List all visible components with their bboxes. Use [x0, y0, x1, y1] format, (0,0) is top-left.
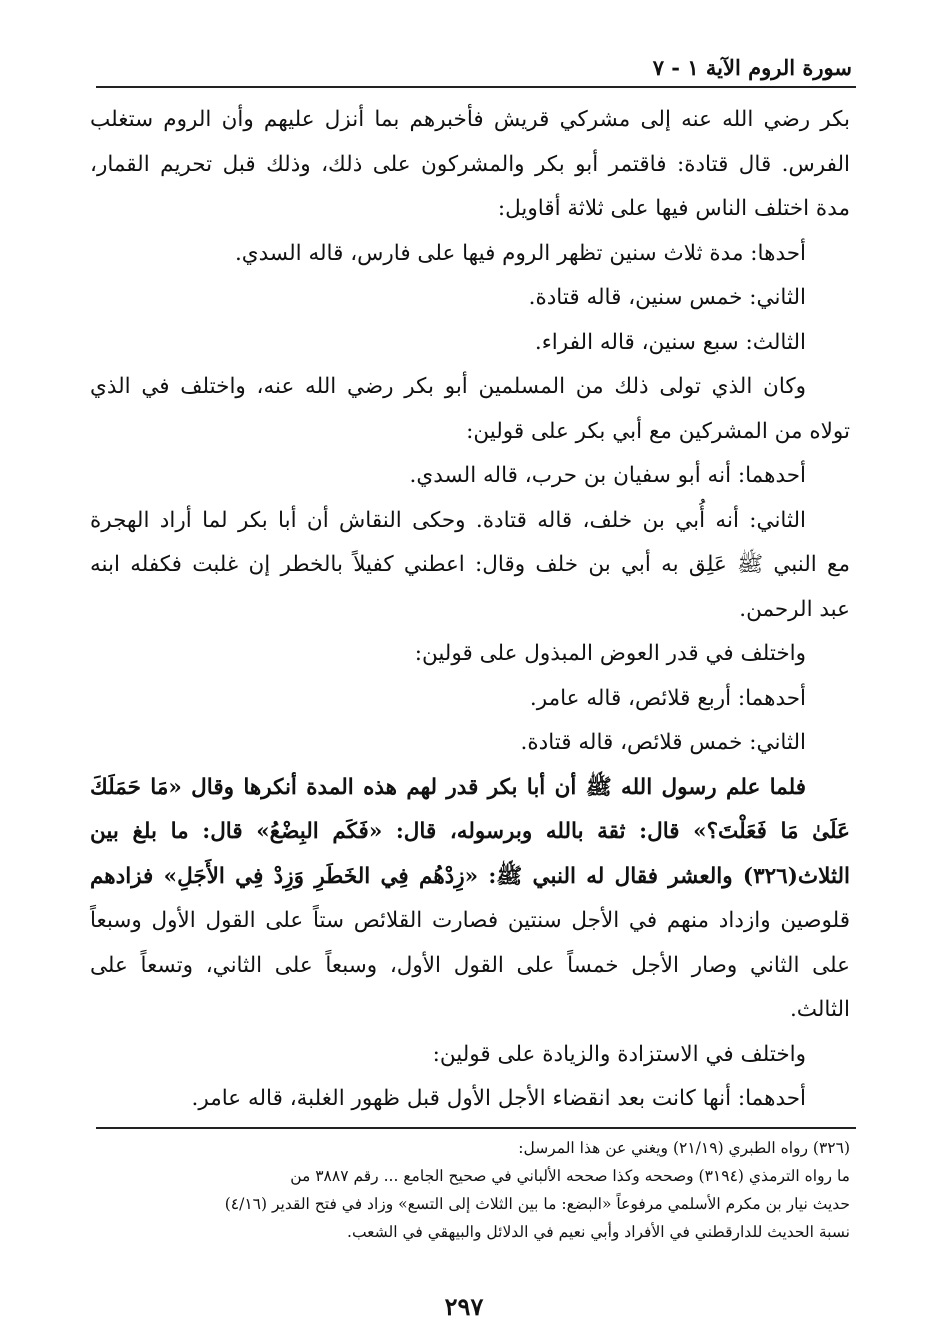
text-line: الثاني: خمس قلائص، قاله قتادة. — [520, 730, 806, 755]
text-line: أحدهما: أربع قلائص، قاله عامر. — [529, 685, 806, 711]
text-line: قلوصين وازداد منهم في الأجل سنتين فصارت القلائص ستاً على القول الأول وسبعاً — [90, 908, 850, 933]
text-line: عَلَىٰ مَا فَعَلْتَ؟» قال: ثقة بالله وبرسوله، قال: «فَكَم البِضْعُ» قال: ما بلغ بين — [90, 819, 850, 844]
text-line: وكان الذي تولى ذلك من المسلمين أبو بكر رضي الله عنه، واختلف في الذي — [90, 374, 806, 399]
text-line: مع النبي ﷺ عَلِق به أبي بن خلف وقال: اعطني كفيلاً بالخطر إن غلبت فكفله ابنه — [90, 552, 850, 577]
text-line: أحدهما: أنها كانت بعد انقضاء الأجل الأول قبل ظهور الغلبة، قاله عامر. — [191, 1086, 806, 1111]
footnotes — [90, 1134, 850, 1246]
text-line: الثالث: سبع سنين، قاله الفراء. — [534, 329, 806, 355]
footnote-divider — [96, 1127, 856, 1129]
text-line: فلما علم رسول الله ﷺ أن أبا بكر قدر لهم هذه المدة أنكرها وقال «مَا حَمَلَكَ — [90, 774, 806, 800]
footnote-line: نسبة الحديث للدارقطني في الأفراد وأبي نعيم في الدلائل والبيهقي في الشعب. — [347, 1223, 850, 1241]
footnote-line: (٣٢٦) رواه الطبري (٢١/١٩) ويغني عن هذا المرسل: — [518, 1139, 850, 1157]
text-line: الثاني: أنه أُبي بن خلف، قاله قتادة. وحكى النقاش أن أبا بكر لما أراد الهجرة — [90, 507, 806, 533]
footnote-line: ما رواه الترمذي (٣١٩٤) وصححه وكذا صححه الألباني في صحيح الجامع ... رقم ٣٨٨٧ من — [290, 1167, 850, 1185]
text-line: الثلاث(٣٢٦) والعشر فقال له النبي ﷺ: «زِدْهُم فِي الخَطَرِ وَزِدْ فِي الأَجَلِ» فزادهم — [90, 863, 850, 889]
running-header: سورة الروم الآية ١ - ٧ — [652, 55, 852, 80]
footnote-line: حديث نيار بن مكرم الأسلمي مرفوعاً «البضع: ما بين الثلاث إلى التسع» وزاد في فتح القدير (٤/١٦) — [224, 1195, 850, 1213]
text-line: أحدها: مدة ثلاث سنين تظهر الروم فيها على فارس، قاله السدي. — [234, 240, 806, 266]
header-divider — [96, 86, 856, 88]
text-line: الثاني: خمس سنين، قاله قتادة. — [528, 285, 806, 310]
text-line: واختلف في قدر العوض المبذول على قولين: — [414, 641, 806, 666]
text-line: تولاه من المشركين مع أبي بكر على قولين: — [466, 418, 850, 444]
text-line: مدة اختلف الناس فيها على ثلاثة أقاويل: — [497, 196, 850, 221]
text-line: بكر رضي الله عنه إلى مشركي قريش فأخبرهم بما أنزل عليهم وأن الروم ستغلب — [90, 107, 850, 132]
text-line: على الثاني وصار الأجل خمساً على القول الأول، وسبعاً على الثاني، وتسعاً على — [90, 952, 850, 978]
text-line: عبد الرحمن. — [739, 596, 850, 622]
text-line: الثالث. — [789, 997, 850, 1022]
main-text — [90, 98, 850, 1122]
text-line: أحدهما: أنه أبو سفيان بن حرب، قاله السدي. — [409, 463, 806, 488]
text-line: واختلف في الاستزادة والزيادة على قولين: — [432, 1041, 806, 1067]
page-number: ٢٩٧ — [444, 1292, 484, 1321]
text-line: الفرس. قال قتادة: فاقتمر أبو بكر والمشركون على ذلك، وذلك قبل تحريم القمار، — [90, 151, 850, 177]
